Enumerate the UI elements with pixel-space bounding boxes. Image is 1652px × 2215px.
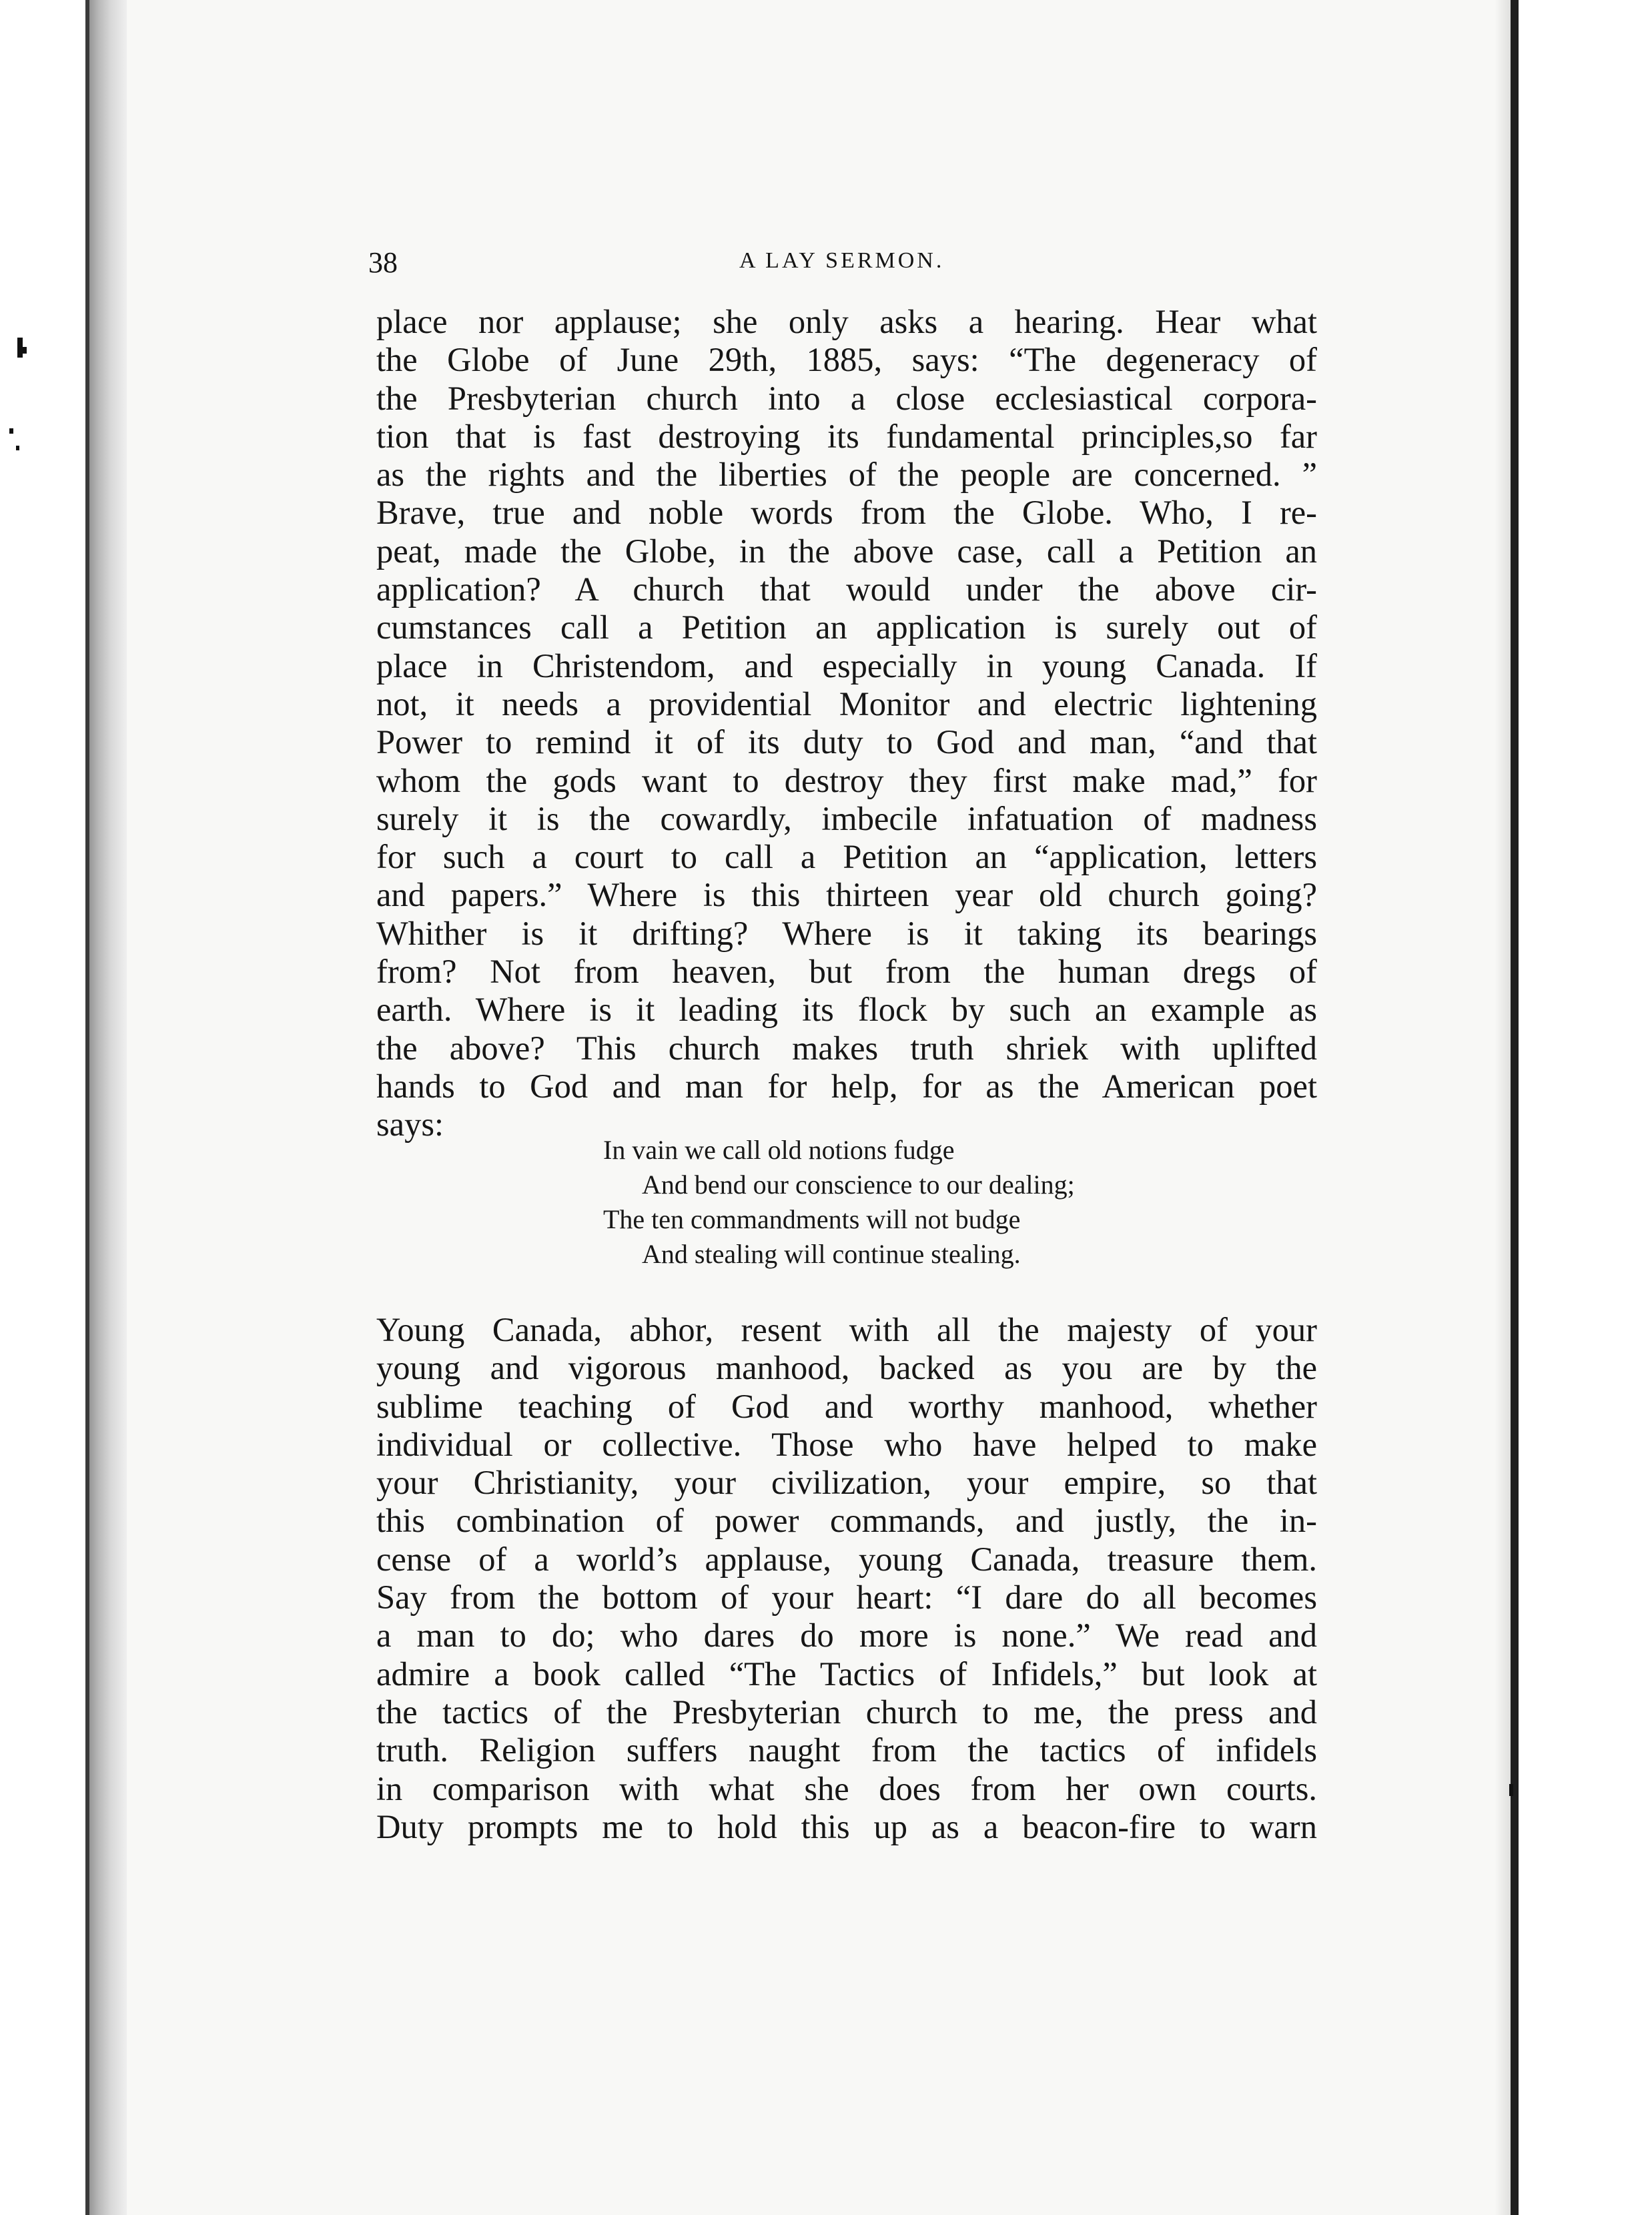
text-line: Young Canada, abhor, resent with all the majesty of your [376, 1311, 1317, 1348]
text-line: says: [376, 1105, 444, 1144]
text-line: Brave, true and noble words from the Globe. Who, I re- [376, 494, 1317, 532]
scan-speck [9, 428, 13, 434]
text-line: Power to remind it of its duty to God and man, “and that [376, 723, 1317, 761]
text-line: place in Christendom, and especially in young Canada. If [376, 646, 1317, 685]
text-line: truth. Religion suffers naught from the tactics of infidels [376, 1731, 1317, 1769]
text-line: individual or collective. Those who have helped to make [376, 1425, 1317, 1463]
paragraph-1 [376, 303, 1317, 1144]
right-page-shadow [1495, 0, 1511, 2215]
text-line: admire a book called “The Tactics of Infidels,” but look at [376, 1655, 1317, 1693]
text-line: from? Not from heaven, but from the human dregs of [376, 953, 1317, 991]
text-line: the Globe of June 29th, 1885, says: “The degeneracy of [376, 341, 1317, 379]
text-line: place nor applause; she only asks a hearing. Hear what [376, 303, 1317, 340]
running-head: A LAY SERMON. [739, 248, 945, 273]
text-line: not, it needs a providential Monitor and electric lightening [376, 685, 1317, 723]
page-number: 38 [368, 246, 398, 279]
text-line: tion that is fast destroying its fundamental principles,so far [376, 417, 1317, 455]
text-line: application? A church that would under the above cir- [376, 570, 1317, 608]
paragraph-2 [376, 1311, 1317, 1846]
text-line: the above? This church makes truth shriek with uplifted [376, 1029, 1317, 1067]
text-line: whom the gods want to destroy they first make mad,” for [376, 761, 1317, 799]
text-line: cense of a world’s applause, young Canada, treasure them. [376, 1540, 1317, 1578]
scan-speck [17, 338, 23, 358]
scan-speck [23, 347, 27, 354]
text-line: your Christianity, your civilization, your empire, so that [376, 1464, 1317, 1502]
text-line: the tactics of the Presbyterian church to me, the press and [376, 1693, 1317, 1731]
verse-line: And stealing will continue stealing. [642, 1239, 1021, 1269]
text-line: for such a court to call a Petition an “application, letters [376, 838, 1317, 876]
text-line: peat, made the Globe, in the above case, call a Petition an [376, 532, 1317, 570]
verse-quotation [603, 1133, 1075, 1272]
scan-speck [16, 446, 19, 450]
text-line: Duty prompts me to hold this up as a beacon-fire to warn [376, 1807, 1317, 1845]
text-line: this combination of power commands, and justly, the in- [376, 1502, 1317, 1540]
right-page-edge [1511, 0, 1519, 2215]
binding-gutter [87, 0, 127, 2215]
gutter-line [85, 0, 89, 2215]
text-line: as the rights and the liberties of the people are concerned. ” [376, 456, 1317, 494]
scan-speck [1509, 1784, 1513, 1796]
text-line: Whither is it drifting? Where is it taking its bearings [376, 914, 1317, 952]
text-line: surely it is the cowardly, imbecile infatuation of madness [376, 799, 1317, 837]
text-line: a man to do; who dares do more is none.” We read and [376, 1617, 1317, 1655]
text-line: cumstances call a Petition an application is surely out of [376, 608, 1317, 646]
text-line: sublime teaching of God and worthy manhood, whether [376, 1387, 1317, 1425]
verse-line: In vain we call old notions fudge [603, 1135, 955, 1165]
text-line: young and vigorous manhood, backed as you are by the [376, 1349, 1317, 1387]
text-line: in comparison with what she does from her own courts. [376, 1769, 1317, 1807]
text-line: hands to God and man for help, for as the American poet [376, 1067, 1317, 1105]
text-line: Say from the bottom of your heart: “I dare do all becomes [376, 1579, 1317, 1617]
text-line: the Presbyterian church into a close ecclesiastical corpora- [376, 379, 1317, 417]
verse-line: And bend our conscience to our dealing; [642, 1170, 1075, 1200]
verse-line: The ten commandments will not budge [603, 1204, 1021, 1234]
text-line: earth. Where is it leading its flock by such an example as [376, 991, 1317, 1029]
text-line: and papers.” Where is this thirteen year old church going? [376, 876, 1317, 914]
